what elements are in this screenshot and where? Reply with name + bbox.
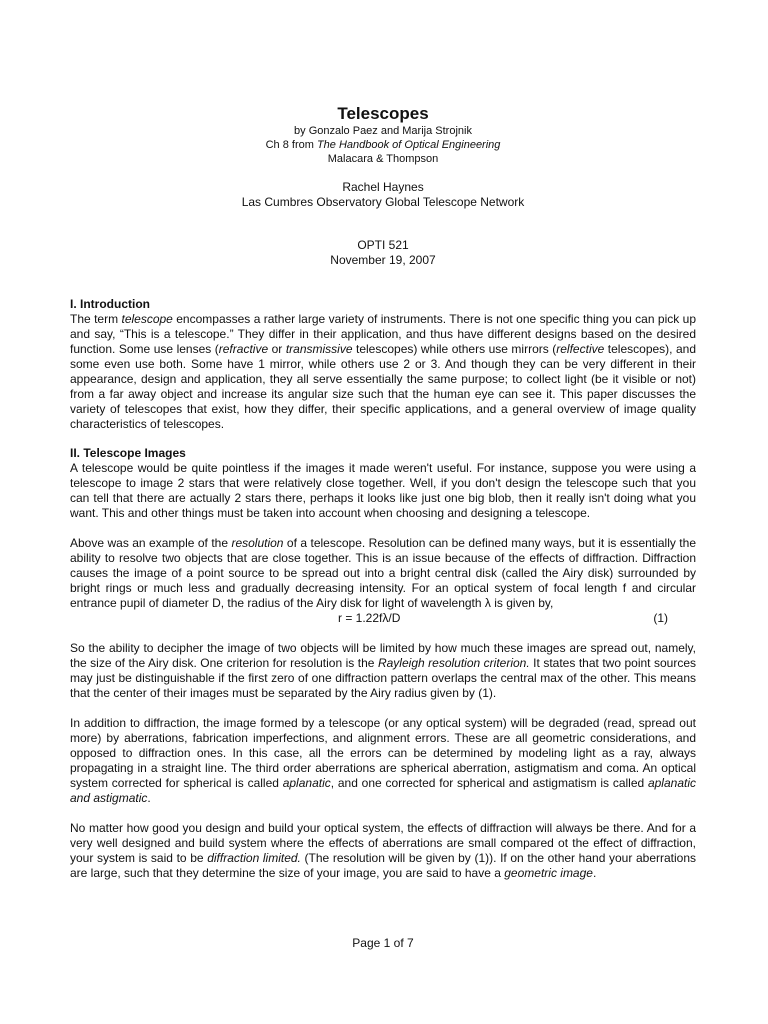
equation-airy-radius (70, 611, 696, 626)
page-number: Page 1 of 7 (352, 936, 414, 950)
section-heading: II. Telescope Images (70, 446, 186, 460)
course-code: OPTI 521 (357, 238, 409, 252)
document-title: Telescopes (337, 104, 429, 123)
book-title: The Handbook of Optical Engineering (316, 139, 501, 151)
images-paragraph-4: In addition to diffraction, the image formed by a telescope (or any optical system) will be degraded (read, spread out more) by aberrations, fabrication imperfections, and alignment errors. These are all geometric considerations, and opposed to diffraction ones. In this case, all the errors can be determined by modeling light as a ray, always propagating in a straight line. The third order aberrations are spherical aberration, astigmatism and coma. An optical system corrected for spherical is called aplanatic, and one corrected for spherical and astigmatism is called aplanatic and astigmatic. (70, 716, 696, 805)
affiliation: Las Cumbres Observatory Global Telescope Network (241, 195, 525, 209)
authors-line: by Gonzalo Paez and Marija Strojnik (294, 125, 472, 137)
intro-paragraph: The term telescope encompasses a rather large variety of instruments. There is not one specific thing you can pick up and say, “This is a telescope.” They differ in their application, and thus have different designs based on the desired function. Some use lenses (refractive or transmissive telescopes) while others use mirrors (relfective telescopes), and some even use both. Some have 1 mirror, while others use 2 or 3. And though they can be very different in their appearance, design and application, they all serve essentially the same purpose; to collect light (be it visible or not) from a far away object and increase its angular size such that the human eye can see it. This paper discusses the variety of telescopes that exist, how they differ, their specific applications, and a general overview of image quality characteristics of telescopes. (70, 312, 697, 431)
document-date: November 19, 2007 (330, 253, 436, 267)
section-introduction (70, 297, 696, 432)
images-paragraph-3: So the ability to decipher the image of two objects will be limited by how much these images are spread out, namely, the size of the Airy disk. One criterion for resolution is the Rayleigh resolution criterion. It states that two point sources may just be distinguishable if the first zero of one diffraction pattern overlaps the central max of the other. This means that the center of their images must be separated by the Airy radius given by (1). (70, 641, 697, 700)
editors-line: Malacara & Thompson (327, 153, 439, 165)
section-heading: I. Introduction (70, 297, 150, 311)
chapter-line (70, 138, 696, 152)
equation-expression: r = 1.22fλ/D (338, 611, 401, 625)
document-page (70, 0, 696, 1024)
section-telescope-images (70, 446, 696, 881)
chapter-prefix: Ch 8 from (265, 139, 317, 151)
images-paragraph-2: Above was an example of the resolution of a telescope. Resolution can be defined many ways, but it is essentially the ability to resolve two objects that are close together. This is an issue because of the effects of diffraction. Diffraction causes the image of a point source to be spread out into a bright central disk (called the Airy disk) surrounded by bright rings or much less and gradually decreasing intensity. For an optical system of focal length f and circular entrance pupil of diameter D, the radius of the Airy disk for light of wavelength λ is given by, (70, 536, 696, 610)
equation-number: (1) (653, 611, 668, 625)
images-paragraph-5: No matter how good you design and build your optical system, the effects of diffraction will always be there. And for a very well designed and build system where the effects of aberrations are small compared ot the effect of diffraction, your system is said to be diffraction limited. (The resolution will be given by (1)). If on the other hand your aberrations are large, such that they determine the size of your image, you are said to have a geometric image. (70, 821, 697, 880)
student-name: Rachel Haynes (342, 180, 424, 194)
images-paragraph-1: A telescope would be quite pointless if the images it made weren't useful. For instance, suppose you were using a telescope to image 2 stars that were relatively close together. Well, if you don't design the telescope such that you can tell that there are actually 2 stars there, perhaps it looks like just one big blob, then it really isn't doing what you want. This and other things must be taken into account when choosing and designing a telescope. (70, 461, 696, 520)
